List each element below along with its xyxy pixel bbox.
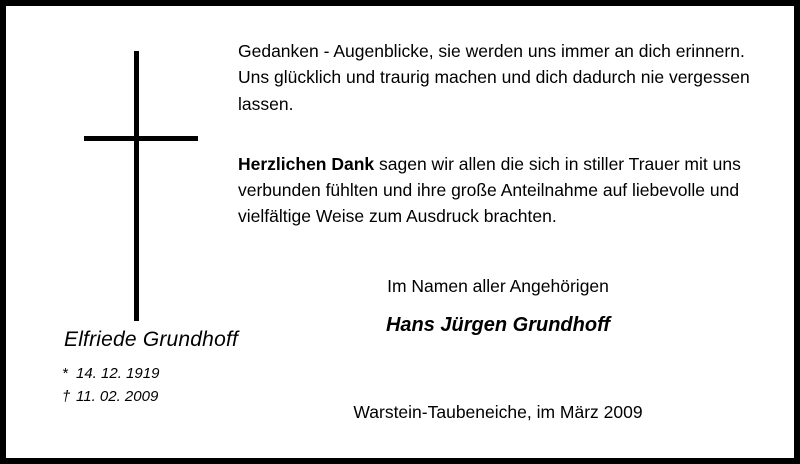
birth-date: 14. 12. 1919: [76, 365, 160, 382]
deceased-dates: [62, 362, 266, 409]
thanks-emphasis: Herzlichen Dank: [238, 153, 375, 174]
birth-star-icon: *: [62, 365, 68, 382]
death-date-line: [62, 385, 266, 408]
memorial-paragraph-two: [238, 151, 758, 230]
memorial-text-block: [238, 38, 758, 230]
deceased-name: Elfriede Grundhoff: [63, 328, 239, 351]
cross-horizontal-bar: [84, 136, 198, 141]
birth-date-line: [62, 362, 266, 385]
death-date: 11. 02. 2009: [76, 388, 159, 406]
thanks-rest: sagen wir allen die sich in stiller Trauer mit uns verbunden fühlten und ihre große Anteilnahme auf liebevolle und vielfältige Weise zum Ausdruck brachten.: [238, 153, 741, 227]
card-inner: [6, 6, 794, 458]
cross-vertical-bar: [134, 51, 139, 321]
deceased-block: [36, 328, 266, 409]
death-cross-icon: †: [62, 388, 71, 406]
signer-name: Hans Jürgen Grundhoff: [385, 314, 611, 336]
place-and-date: Warstein-Taubeneiche, im März 2009: [353, 402, 643, 422]
cross-icon: [84, 51, 198, 321]
in-name-of-line: Im Namen aller Angehörigen: [387, 276, 609, 296]
memorial-paragraph-one: Gedanken - Augenblicke, sie werden uns immer an dich erinnern. Uns glücklich und traurig machen und dich dadurch nie vergessen lassen.: [238, 41, 750, 114]
